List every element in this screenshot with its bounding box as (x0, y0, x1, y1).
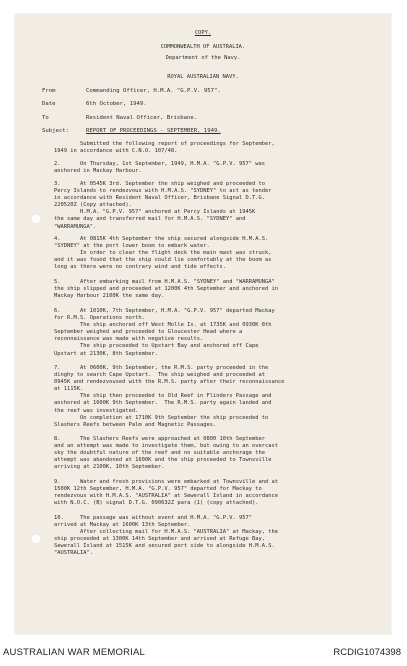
subject-label: Subject: (42, 128, 69, 134)
text-line: in accordance with Resident Naval Officer, Brisbane Signal D.T.G. (54, 195, 265, 202)
text-line: sky the doubtful nature of the reef and no suitable anchorage the (54, 450, 265, 457)
text-line: rendezvous with H.M.A.S. "AUSTRALIA" at Sewerall Island in accordance (54, 493, 278, 500)
text-line: 4. At 0815K 4th September the ship secured alongside H.M.A.S. (54, 236, 269, 242)
text-line: In order to clear the flight deck the main mast was struck, (54, 250, 272, 257)
archive-footer (0, 644, 407, 664)
text-line: On completion at 1710K 9th September the ship proceeded to (54, 414, 269, 421)
text-line: long as there were no contrary wind and tide effects. (54, 264, 227, 271)
text-line: September weighed and proceeded to Gloucester Head where a (54, 329, 243, 336)
text-line: Sewerall Island at 1515K and secured port side to alongside H.M.A.S. (54, 543, 275, 550)
text-line: 10. The passage was without event and H.M.A. "G.P.V. 957" (54, 515, 252, 521)
text-line: 1949 in accordance with C.N.O. 107/48. (54, 148, 178, 155)
text-line: and an attempt was made to investigate them, but owing to an overcast (54, 443, 278, 450)
text-line: arrived at Mackay at 1600K 13th September. (54, 522, 191, 529)
paragraph (54, 181, 374, 231)
punch-hole (31, 214, 41, 224)
paragraph (54, 365, 374, 429)
text-line: Percy Islands to rendezvous with H.M.A.S. "SYDNEY" to act as tender (54, 188, 272, 195)
text-line: 8. The Slashers Reefs were approached at 0800 10th September (54, 436, 265, 442)
text-line: The ship anchored off West Molle Is. at 1735K and 0930K 8th (54, 322, 272, 329)
text-line: 6. At 1010K, 7th September, H.M.A. "G.P.V. 957" departed Mackay (54, 308, 275, 314)
text-line: reconnaissance was made with negative results. (54, 336, 204, 343)
text-line: the reef was investigated. (54, 407, 139, 414)
text-line: 7. At 0600K, 9th September, the R.M.S. party proceeded in the (54, 365, 269, 371)
text-line: 0945K and rendezvoused with the R.M.S. party after their reconnaissance (54, 379, 285, 386)
header-value: 6th October, 1949. (86, 101, 147, 107)
text-line: 220520Z (Copy attached). (54, 202, 132, 209)
header-value: Commanding Officer, H.M.A. "G.P.V. 957". (86, 88, 221, 94)
text-line: anchored at 1600K 9th September. The R.M.S. party again landed and (54, 400, 272, 407)
text-line: the same day and transferred mail for H.M.A.S. "SYDNEY" and (54, 216, 246, 223)
paragraph (54, 515, 374, 558)
text-line: "SYDNEY" at the port lower boom to embark water. (54, 243, 210, 250)
text-line: "AUSTRALIA". (54, 550, 93, 557)
header-value: Resident Naval Officer, Brisbane. (86, 115, 198, 121)
text-line: Submitted the following report of proceedings for September, (54, 141, 275, 147)
header-to (42, 115, 197, 122)
paragraph (54, 141, 374, 155)
document-page (15, 14, 391, 634)
archive-name: AUSTRALIAN WAR MEMORIAL (3, 647, 146, 658)
text-line: "WARRAMUNGA". (54, 223, 97, 230)
paragraph (54, 308, 374, 358)
paragraph (54, 479, 374, 507)
text-line: The ship then proceeded to Old Reef in Flinders Passage and (54, 393, 272, 400)
subject-value: REPORT OF PROCEEDINGS - SEPTEMBER, 1949. (86, 128, 221, 134)
header-from (42, 88, 221, 95)
header-label: Date (42, 101, 56, 107)
text-line: anchored in Mackay Harbour. (54, 168, 142, 175)
text-line: Upstart at 2130K, 8th September. (54, 350, 158, 357)
text-line: 1500K 12th September, H.M.A. "G.P.V. 957" departed for Mackay to (54, 486, 262, 493)
text-line: at 1115K. (54, 386, 84, 393)
copy-label: COPY. (194, 30, 212, 36)
text-line: 2. On Thursday, 1st September, 1949, H.M.A. "G.P.V. 957" was (54, 161, 265, 167)
subject-line (42, 128, 221, 135)
text-line: After collecting mail for H.M.A.S. "AUSTRALIA" at Mackay, the (54, 529, 278, 536)
paragraph (54, 279, 374, 300)
text-line: 9. Water and fresh provisions were embarked at Townsville and at (54, 479, 278, 485)
text-line: 5. After embarking mail from H.M.A.S. "SYDNEY" and "WARRAMUNGA" (54, 279, 275, 285)
paragraph (54, 161, 374, 175)
text-line: 3. At 0545K 3rd. September the ship weighed and proceeded to (54, 181, 265, 187)
header-label: From (42, 88, 56, 94)
text-line: with N.O.C. (B) signal D.T.G. 090632Z para (1) (copy attached). (54, 500, 259, 507)
text-line: arriving at 2100K, 10th September. (54, 464, 165, 471)
organisation-title: COMMONWEALTH OF AUSTRALIA. (160, 44, 246, 50)
text-line: attempt was abandoned at 1600K and the ship proceeded to Townsville (54, 457, 272, 464)
text-line: the ship slipped and proceeded at 1200K 4th September and anchored in (54, 286, 278, 293)
paragraph (54, 236, 374, 271)
text-line: Mackay Harbour 2100K the same day. (54, 293, 165, 300)
header-label: To (42, 115, 49, 121)
text-line: Slashers Reefs between Palm and Magnetic Passages. (54, 421, 217, 428)
paragraph (54, 436, 374, 471)
text-line: and it was found that the ship could lie comfortably at the boom as (54, 257, 272, 264)
text-line: The ship proceeded to Upstart Bay and anchored off Cape (54, 343, 259, 350)
text-line: ship proceeded at 1300K 14th September and arrived at Refuge Bay, (54, 536, 265, 543)
text-line: for R.M.S. Operations north. (54, 315, 145, 322)
text-line: H.M.A. "G.P.V. 957" anchored at Percy Islands at 1945K (54, 209, 256, 216)
navy-title: ROYAL AUSTRALIAN NAVY. (167, 74, 239, 80)
punch-hole (31, 534, 41, 544)
record-id: RCDIG1074398 (333, 647, 401, 658)
text-line: dinghy to search Cape Upstart. The ship weighed and proceeded at (54, 372, 265, 379)
department-title: Department of the Navy. (165, 55, 241, 61)
header-date (42, 101, 147, 108)
